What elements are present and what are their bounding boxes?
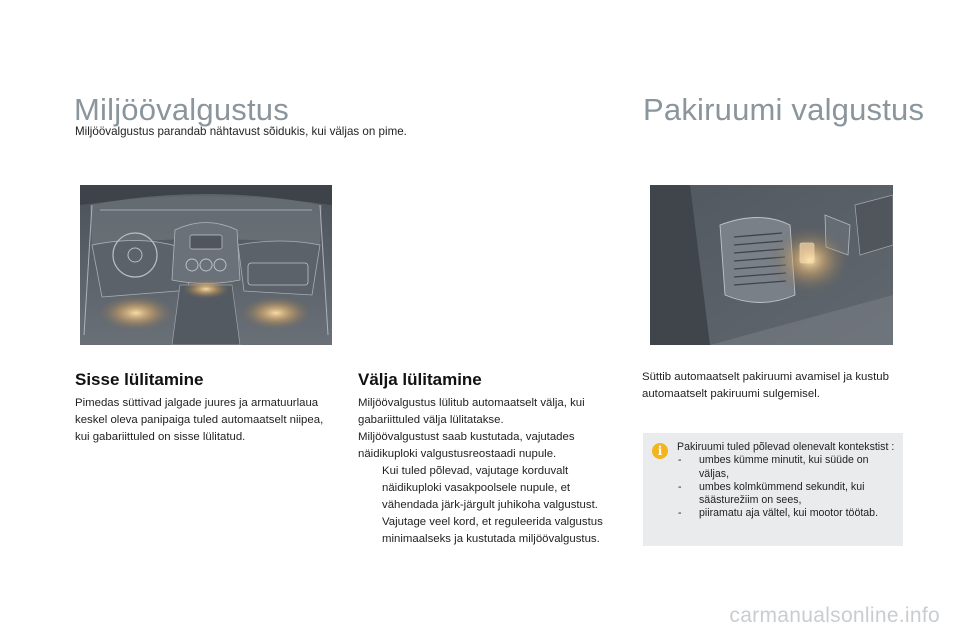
page-title-boot-lighting: Pakiruumi valgustus bbox=[643, 92, 925, 127]
dash-marker: - bbox=[678, 480, 682, 493]
watermark: carmanualsonline.info bbox=[729, 604, 940, 627]
switch-on-text: Pimedas süttivad jalgade juures ja armatuurlaua keskel oleva panipaiga tuled automaatselt niipea, kui gabariittuled on sisse lülitatud. bbox=[75, 397, 324, 443]
list-item bbox=[677, 507, 895, 520]
bullet-arrow-icon bbox=[358, 514, 382, 548]
boot-illustration bbox=[650, 185, 893, 345]
switch-off-section bbox=[358, 395, 620, 548]
dashboard-illustration bbox=[80, 185, 332, 345]
bullet-text: Kui tuled põlevad, vajutage korduvalt näidikuploki vasakpoolsele nupule, et vähendada järk-järgult juhikoha valgustust. bbox=[382, 465, 598, 511]
switch-off-text-2: Miljöövalgustust saab kustutada, vajutades näidikuploki valgustusreostaadi nupule. bbox=[358, 431, 575, 460]
boot-lighting-text: Süttib automaatselt pakiruumi avamisel ja kustub automaatselt pakiruumi sulgemisel. bbox=[642, 371, 889, 400]
note-item: piiramatu aja vältel, kui mootor töötab. bbox=[699, 507, 879, 520]
page-title-ambient-lighting: Miljöövalgustus bbox=[74, 92, 289, 127]
switch-on-heading: Sisse lülitamine bbox=[75, 370, 204, 389]
info-note-box bbox=[643, 433, 903, 546]
info-icon: i bbox=[652, 443, 668, 459]
note-intro: Pakiruumi tuled põlevad olenevalt kontekstist : bbox=[677, 441, 895, 453]
list-item bbox=[677, 454, 895, 481]
list-item bbox=[677, 481, 895, 508]
bullet-arrow-icon bbox=[358, 463, 382, 514]
dash-marker: - bbox=[678, 507, 682, 520]
list-item bbox=[358, 463, 620, 514]
note-item: umbes kolmkümmend sekundit, kui säästurežiim on sees, bbox=[699, 480, 865, 507]
bullet-text: Vajutage veel kord, et reguleerida valgustus minimaalseks ja kustutada miljöövalgustus. bbox=[382, 516, 603, 545]
ambient-intro-text: Miljöövalgustus parandab nähtavust sõidukis, kui väljas on pime. bbox=[75, 125, 407, 138]
note-item: umbes kümme minutit, kui süüde on väljas, bbox=[699, 454, 869, 480]
switch-off-heading: Välja lülitamine bbox=[358, 370, 482, 389]
list-item bbox=[358, 514, 620, 548]
dash-marker: - bbox=[678, 454, 682, 467]
switch-off-text-1: Miljöövalgustus lülitub automaatselt välja, kui gabariittuled välja lülitatakse. bbox=[358, 397, 585, 426]
